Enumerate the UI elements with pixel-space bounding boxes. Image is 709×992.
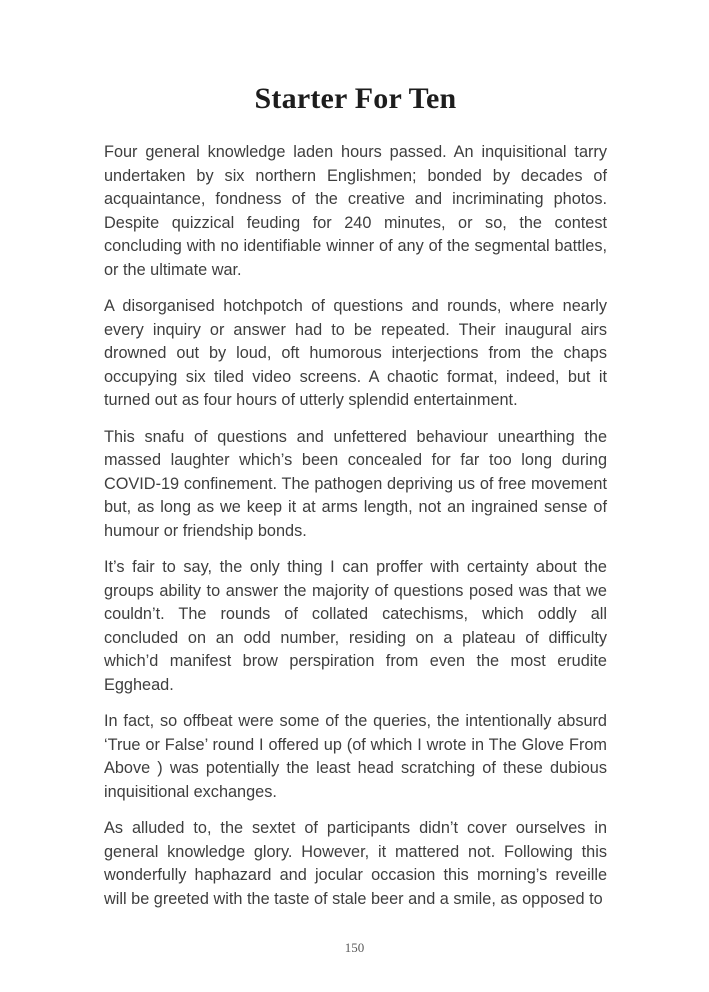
paragraph: In fact, so offbeat were some of the queries, the intentionally absurd ‘True or False’ round I offered up (of which I wrote in The Glove From Above ) was potentially the least head scratching of these dubious inquisitional exchanges. xyxy=(104,712,607,801)
page-content xyxy=(104,0,607,924)
paragraph: It’s fair to say, the only thing I can proffer with certainty about the groups ability to answer the majority of questions posed was that we couldn’t. The rounds of collated catechisms, which oddly all concluded on an odd number, residing on a plateau of difficulty which’d manifest brow perspiration from even the most erudite Egghead. xyxy=(104,558,607,694)
paragraph: A disorganised hotchpotch of questions and rounds, where nearly every inquiry or answer had to be repeated. Their inaugural airs drowned out by loud, oft humorous interjections from the chaps occupying six tiled video screens. A chaotic format, indeed, but it turned out as four hours of utterly splendid entertainment. xyxy=(104,297,607,409)
paragraph: This snafu of questions and unfettered behaviour unearthing the massed laughter which’s been concealed for far too long during COVID-19 confinement. The pathogen depriving us of free movement but, as long as we keep it at arms length, not an ingrained sense of humour or friendship bonds. xyxy=(104,427,607,540)
page-title: Starter For Ten xyxy=(254,82,457,115)
body-text xyxy=(104,141,607,911)
paragraph: Four general knowledge laden hours passed. An inquisitional tarry undertaken by six northern Englishmen; bonded by decades of acquaintance, fondness of the creative and incriminating photos. Despite quizzical feuding for 240 minutes, or so, the contest concluding with no identifiable winner of any of the segmental battles, or the ultimate war. xyxy=(104,143,607,279)
paragraph: As alluded to, the sextet of participants didn’t cover ourselves in general knowledge glory. However, it mattered not. Following this wonderfully haphazard and jocular occasion this morning’s reveille will be greeted with the taste of stale beer and a smile, as opposed to xyxy=(104,819,607,908)
page-number: 150 xyxy=(344,940,365,955)
